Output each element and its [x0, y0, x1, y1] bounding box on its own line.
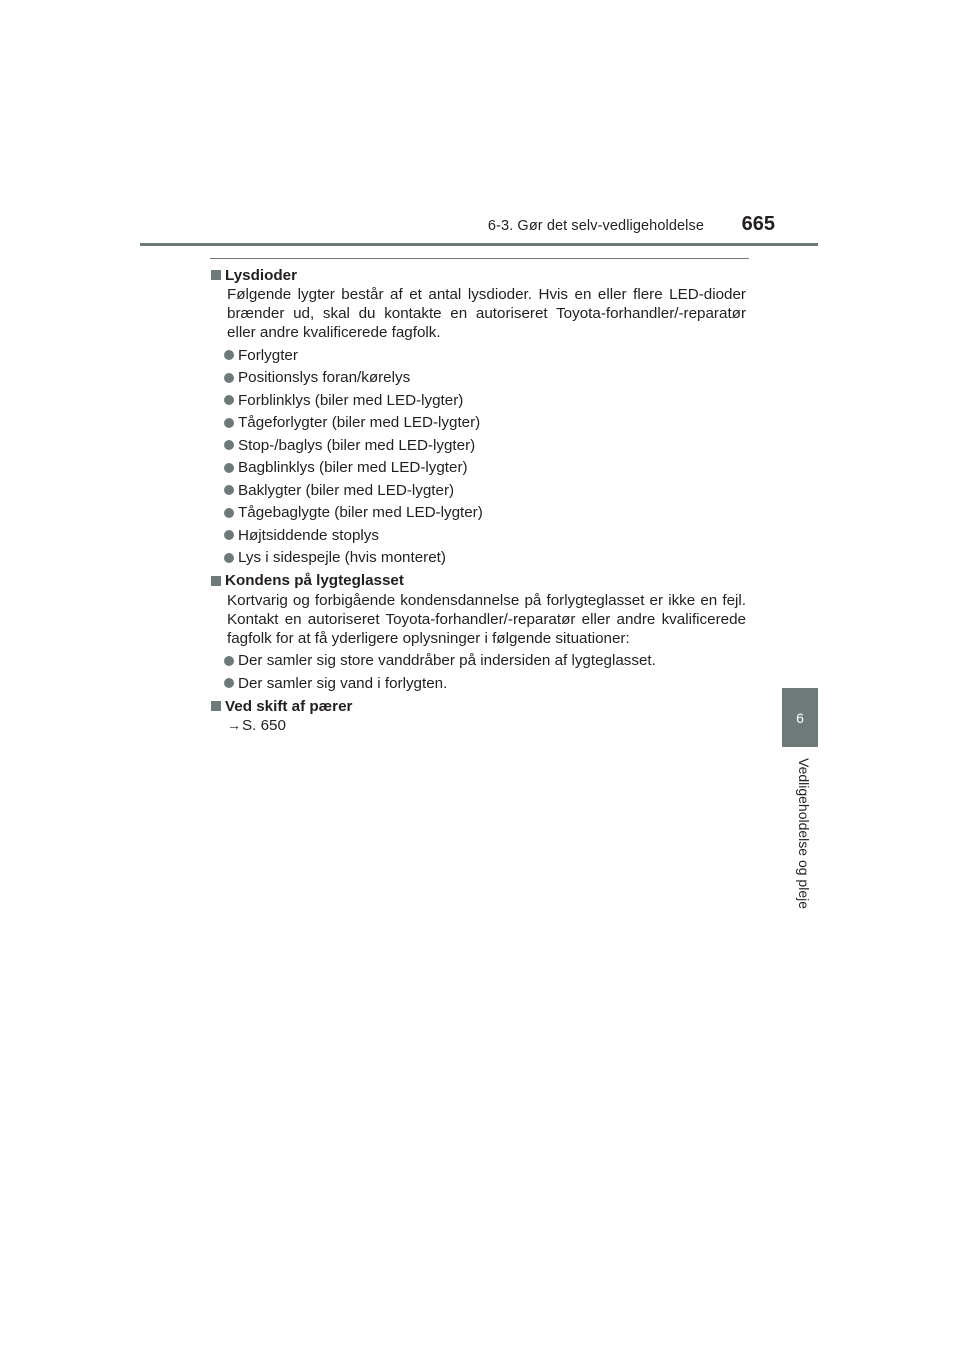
page-reference[interactable]: → S. 650 — [227, 717, 286, 734]
list-item: Der samler sig store vanddråber på indersiden af lygteglasset. — [210, 651, 746, 670]
page-number: 665 — [741, 213, 775, 235]
list-item: Forblinklys (biler med LED-lygter) — [210, 391, 746, 410]
round-bullet-icon — [224, 678, 234, 688]
arrow-right-icon: → — [227, 717, 241, 733]
round-bullet-icon — [224, 395, 234, 405]
header-rule — [140, 243, 818, 246]
section-title-lysdioder: Lysdioder — [210, 265, 746, 285]
section-title-kondens: Kondens på lygteglasset — [210, 571, 746, 591]
chapter-label: Vedligeholdelse og pleje — [796, 758, 812, 910]
round-bullet-icon — [224, 508, 234, 518]
page-content — [210, 265, 746, 735]
round-bullet-icon — [224, 350, 234, 360]
section-title-paerer: Ved skift af pærer — [210, 696, 746, 716]
list-item: Positionslys foran/kørelys — [210, 368, 746, 387]
round-bullet-icon — [224, 530, 234, 540]
list-item: Stop-/baglys (biler med LED-lygter) — [210, 436, 746, 455]
list-item: Tågebaglygte (biler med LED-lygter) — [210, 503, 746, 522]
round-bullet-icon — [224, 373, 234, 383]
round-bullet-icon — [224, 418, 234, 428]
section-text-kondens: Kortvarig og forbigående kondensdannelse på forlygteglasset er ikke en fejl. Kontakt en autoriseret Toyota-forhandler/-reparatør eller andre kvalificerede fagfolk for at få yderligere oplysninger i følgende situationer: — [227, 591, 746, 647]
round-bullet-icon — [224, 485, 234, 495]
list-item: Tågeforlygter (biler med LED-lygter) — [210, 413, 746, 432]
list-item: Bagblinklys (biler med LED-lygter) — [210, 458, 746, 477]
section-text-lysdioder: Følgende lygter består af et antal lysdioder. Hvis en eller flere LED-dioder brænder ud, skal du kontakte en autoriseret Toyota-forhandler/-reparatør eller andre kvalificerede fagfolk. — [227, 286, 746, 341]
list-item: Baklygter (biler med LED-lygter) — [210, 481, 746, 500]
content-rule — [210, 258, 749, 259]
round-bullet-icon — [224, 656, 234, 666]
square-bullet-icon — [211, 270, 221, 280]
round-bullet-icon — [224, 553, 234, 563]
square-bullet-icon — [211, 576, 221, 586]
round-bullet-icon — [224, 440, 234, 450]
list-item: Der samler sig vand i forlygten. — [210, 674, 746, 693]
chapter-tab — [782, 688, 818, 747]
chapter-number: 6 — [796, 709, 804, 726]
list-item: Højtsiddende stoplys — [210, 526, 746, 545]
round-bullet-icon — [224, 463, 234, 473]
list-item: Lys i sidespejle (hvis monteret) — [210, 548, 746, 567]
square-bullet-icon — [211, 701, 221, 711]
list-item: Forlygter — [210, 346, 746, 365]
running-header: 6-3. Gør det selv-vedligeholdelse — [487, 218, 704, 234]
